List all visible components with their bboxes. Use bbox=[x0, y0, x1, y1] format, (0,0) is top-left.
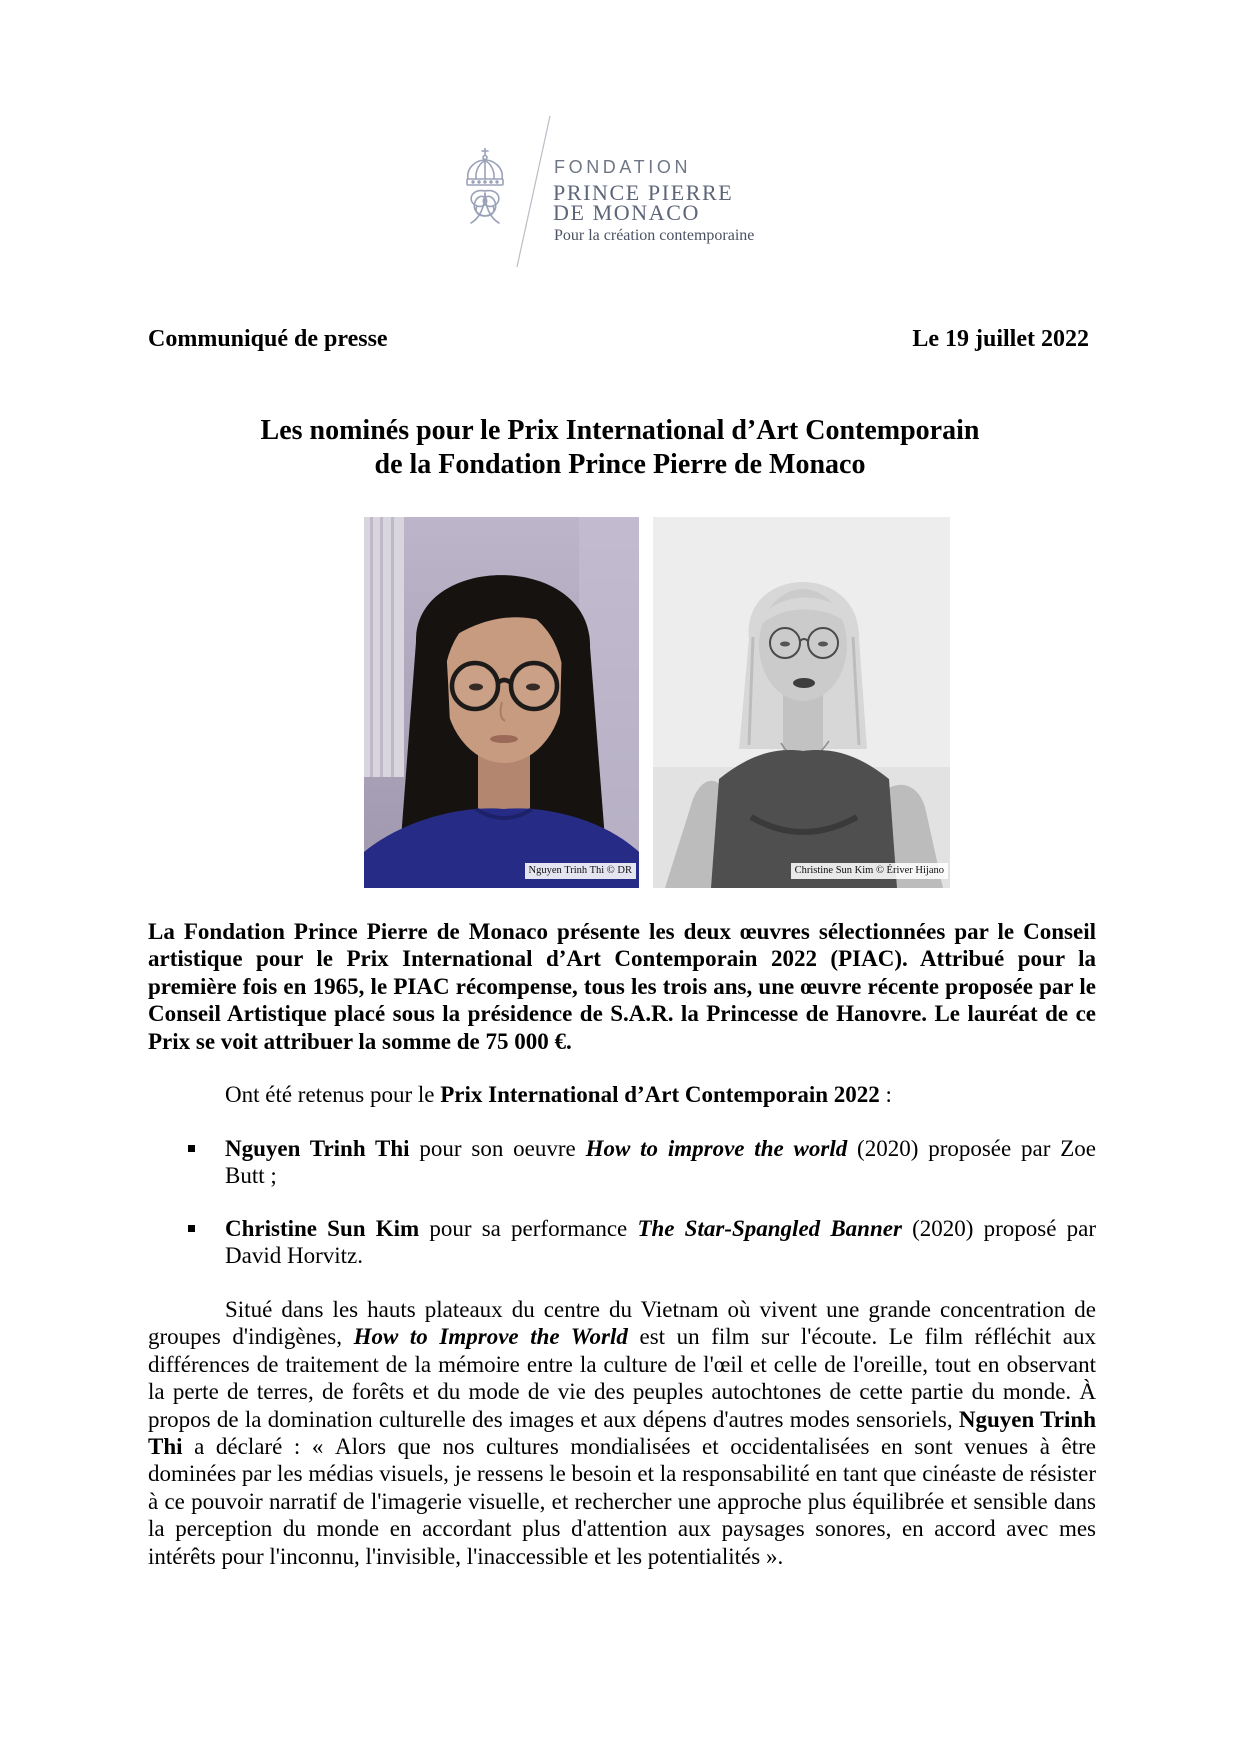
selection-suffix: : bbox=[879, 1082, 892, 1107]
logo-org-line3: DE MONACO bbox=[553, 200, 701, 225]
nominee-text: (2020) proposée par Zoe Butt ; bbox=[225, 1136, 1096, 1189]
crown-icon bbox=[467, 148, 503, 185]
intro-paragraph: La Fondation Prince Pierre de Monaco présente les deux œuvres sélectionnées par le Conseil artistique pour le Prix International d’Art Contemporain 2022 (PIAC). Attribué pour la première fois en 1965, le PIAC récompense, tous les trois ans, une œuvre récente proposée par le Conseil Artistique placé sous la présidence de S.A.R. la Princesse de Hanovre. Le lauréat de ce Prix se voit attribuer la somme de 75 000 €. bbox=[148, 919, 1096, 1054]
photo-nguyen-trinh-thi bbox=[364, 517, 639, 888]
title-line-2: de la Fondation Prince Pierre de Monaco bbox=[374, 449, 866, 480]
title-line-1: Les nominés pour le Prix International d’Art Contemporain bbox=[260, 415, 980, 446]
nominee-work: How to improve the world bbox=[585, 1136, 848, 1161]
bullet-icon bbox=[188, 1225, 195, 1232]
document-date: Le 19 juillet 2022 bbox=[912, 326, 1089, 352]
bullet-icon bbox=[188, 1145, 195, 1152]
body-artist-name: Nguyen Trinh Thi bbox=[148, 1406, 1096, 1460]
list-item bbox=[225, 1215, 1096, 1270]
logo-org-line1: FONDATION bbox=[554, 157, 692, 177]
nominee-text: pour son oeuvre bbox=[409, 1136, 586, 1161]
list-item bbox=[225, 1135, 1096, 1190]
photo-caption: Christine Sun Kim © Ériver Hijano bbox=[791, 863, 948, 879]
body-text: Situé dans les hauts plateaux du centre du Vietnam où vivent une grande concentration de groupes d'indigènes, bbox=[148, 1297, 1096, 1350]
portrait-image bbox=[653, 517, 950, 888]
photo-caption: Nguyen Trinh Thi © DR bbox=[525, 863, 636, 879]
lips bbox=[793, 678, 815, 688]
logo-divider bbox=[510, 110, 556, 272]
nominee-work: The Star-Spangled Banner bbox=[637, 1216, 902, 1241]
nominee-name: Christine Sun Kim bbox=[225, 1216, 420, 1241]
nominee-text: pour sa performance bbox=[419, 1216, 638, 1241]
logo-monogram-icon bbox=[462, 148, 508, 228]
logo-org-line2: PRINCE PIERRE bbox=[553, 180, 734, 205]
pp-monogram-icon bbox=[471, 191, 499, 223]
curtain bbox=[364, 517, 404, 777]
body-text: est un film sur l'écoute. Le film réfléchit aux différences de traitement de la mémoire entre la culture de l'œil et celle de l'oreille, tout en observant la perte de terres, de forêts et du mode de vie des peuples autochtones de cette partie du monde. À propos de la domination culturelle des images et aux dépens d'autres modes sensoriels, bbox=[148, 1324, 1097, 1432]
nominee-name: Nguyen Trinh Thi bbox=[225, 1136, 410, 1161]
portrait-image bbox=[364, 517, 639, 888]
body-work-title: How to Improve the World bbox=[353, 1324, 628, 1350]
nominee-text: (2020) proposé par David Horvitz. bbox=[225, 1216, 1096, 1269]
body-text: a déclaré : « Alors que nos cultures mondialisées et occidentalisées en sont venues à être dominées par les médias visuels, je ressens le besoin et la responsabilité en tant que cinéaste de résister à ce pouvoir narratif de l'imagerie visuelle, et rechercher une approche plus équilibrée et sensible dans la perception du monde en accordant plus d'attention aux paysages sonores, en accord avec mes intérêts pour l'inconnu, l'invisible, l'inaccessible et les potentialités ». bbox=[148, 1434, 1096, 1569]
lips bbox=[490, 735, 518, 743]
selection-prize: Prix International d’Art Contemporain 2022 bbox=[440, 1082, 880, 1107]
selection-prefix: Ont été retenus pour le bbox=[225, 1082, 441, 1107]
selection-line bbox=[225, 1081, 1096, 1108]
page-title bbox=[0, 414, 1240, 482]
body-paragraph bbox=[148, 1296, 1096, 1570]
photo-christine-sun-kim bbox=[653, 517, 950, 888]
logo-tagline: Pour la création contemporaine bbox=[554, 227, 755, 244]
document-type: Communiqué de presse bbox=[148, 326, 388, 352]
